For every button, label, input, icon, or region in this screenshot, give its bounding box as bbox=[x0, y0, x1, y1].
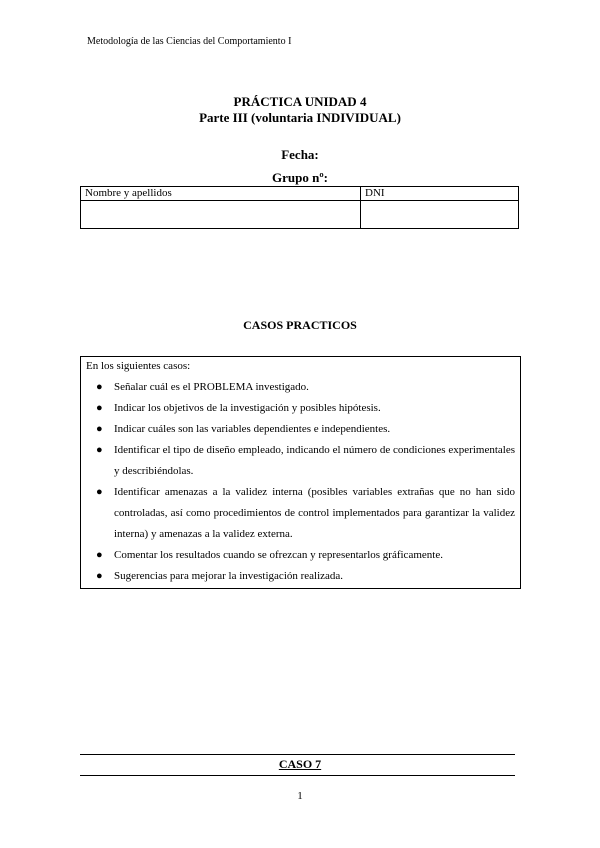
list-item: ● Indicar cuáles son las variables dependientes e independientes. bbox=[86, 419, 520, 440]
bullet-icon: ● bbox=[96, 381, 103, 393]
bullet-icon: ● bbox=[96, 402, 103, 414]
caso-label: CASO 7 bbox=[278, 757, 322, 771]
dni-header: DNI bbox=[361, 187, 519, 201]
name-header: Nombre y apellidos bbox=[81, 187, 361, 201]
page-number: 1 bbox=[297, 790, 303, 802]
instructions-box bbox=[80, 356, 521, 589]
bullet-icon: ● bbox=[96, 423, 103, 435]
divider-top bbox=[80, 754, 515, 755]
name-field[interactable] bbox=[81, 201, 361, 229]
instructions-intro: En los siguientes casos: bbox=[86, 360, 191, 372]
casos-practicos-title: CASOS PRACTICOS bbox=[243, 318, 357, 332]
practice-title: PRÁCTICA UNIDAD 4 bbox=[233, 94, 367, 109]
divider-bottom bbox=[80, 775, 515, 776]
list-item: ● Señalar cuál es el PROBLEMA investigado. bbox=[86, 377, 520, 398]
bullet-icon: ● bbox=[96, 570, 103, 582]
grupo-label: Grupo nº: bbox=[272, 170, 328, 185]
practice-subtitle: Parte III (voluntaria INDIVIDUAL) bbox=[199, 110, 401, 125]
list-item: ● Comentar los resultados cuando se ofrezcan y representarlos gráficamente. bbox=[86, 545, 520, 566]
list-item: ● Identificar amenazas a la validez interna (posibles variables extrañas que no han sido controladas, así como procedimientos de control implementados para garantizar la validez interna) y amenazas a la validez externa. bbox=[86, 482, 520, 545]
running-header: Metodología de las Ciencias del Comportamiento I bbox=[87, 36, 292, 47]
bullet-icon: ● bbox=[96, 549, 103, 561]
bullet-icon: ● bbox=[96, 444, 103, 456]
student-info-table bbox=[80, 186, 519, 229]
list-item: ● Sugerencias para mejorar la investigación realizada. bbox=[86, 566, 520, 587]
dni-field[interactable] bbox=[361, 201, 519, 229]
list-item: ● Indicar los objetivos de la investigación y posibles hipótesis. bbox=[86, 398, 520, 419]
bullet-icon: ● bbox=[96, 486, 103, 498]
list-item: ● Identificar el tipo de diseño empleado, indicando el número de condiciones experimentales y describiéndolas. bbox=[86, 440, 520, 482]
instructions-list bbox=[86, 377, 520, 587]
fecha-label: Fecha: bbox=[281, 147, 319, 162]
caso-heading bbox=[0, 757, 600, 772]
